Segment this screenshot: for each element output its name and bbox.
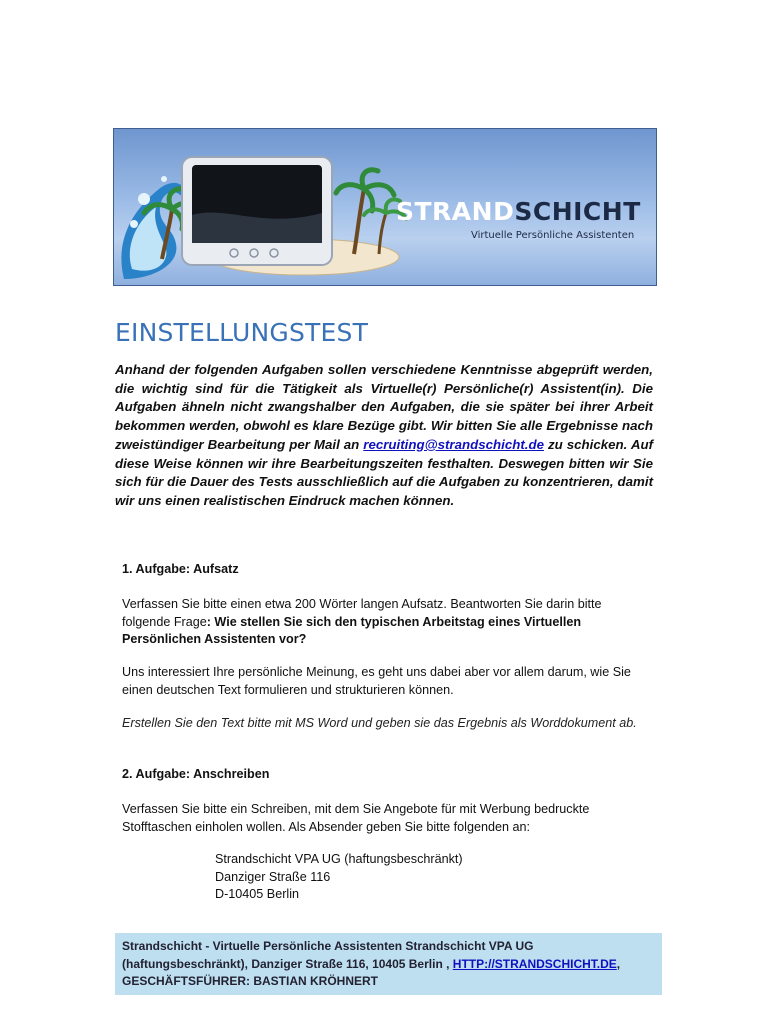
task1-heading: 1. Aufgabe: Aufsatz [122, 562, 239, 576]
address-line-3: D-10405 Berlin [215, 887, 300, 901]
task1-question-part2: Persönlichen Assistenten vor? [122, 632, 307, 646]
brand-logo [396, 197, 641, 226]
brand-part2: SCHICHT [514, 197, 641, 226]
task1-p1-line1: Verfassen Sie bitte einen etwa 200 Wörter langen Aufsatz. Beantworten Sie darin bitte [122, 597, 602, 611]
intro-text-2: zu schicken. Auf diese Weise können wir ihre Bearbeitungszeiten festhalten. Deswegen bitten wir Sie sich für die Dauer des Tests ausschließlich auf die Aufgaben zu konzentrieren, damit wir uns einen realistischen Eindruck machen können. [115, 436, 654, 508]
brand-tagline: Virtuelle Persönliche Assistenten [471, 230, 635, 241]
footer-box [115, 933, 662, 995]
website-link[interactable]: HTTP://STRANDSCHICHT.DE [452, 956, 617, 971]
task1-question-part1: : Wie stellen Sie sich den typischen Arbeitstag eines Virtuellen [206, 614, 582, 629]
task1-p1-plain: folgende Frage [122, 614, 207, 629]
address-line-2: Danziger Straße 116 [215, 869, 331, 884]
task1-paragraph-1 [122, 596, 662, 649]
footer-text: Strandschicht - Virtuelle Persönliche Assistenten Strandschicht VPA UG (haftungsbeschränkt), Danziger Straße 116, 10405 Berlin , [122, 939, 534, 971]
task1-paragraph-3: Erstellen Sie den Text bitte mit MS Word und geben sie das Ergebnis als Worddokument ab. [122, 716, 637, 730]
email-link[interactable]: recruiting@strandschicht.de [363, 436, 544, 452]
task1-p1-line2 [122, 614, 662, 632]
footer-comma: , [616, 956, 621, 971]
page-title: EINSTELLUNGSTEST [115, 318, 369, 347]
intro-paragraph [115, 361, 653, 511]
brand-part1: STRAND [396, 197, 515, 226]
task2-heading: 2. Aufgabe: Anschreiben [122, 767, 270, 781]
address-block [215, 851, 463, 904]
footer-ceo: GESCHÄFTSFÜHRER: BASTIAN KRÖHNERT [122, 974, 378, 988]
intro-text-1: Anhand der folgenden Aufgaben sollen verschiedene Kenntnisse abgeprüft werden, die wichtig sind für die Tätigkeit als Virtuelle(r) Persönliche(r) Assistent(in). Die Aufgaben ähneln nicht zwangshalber den Aufgaben, die sie später bei ihrer Arbeit bekommen werden, obwohl es klare Bezüge gibt. Wir bitten Sie alle Ergebnisse nach zweistündiger Bearbeitung per Mail an [115, 362, 653, 452]
header-banner [113, 128, 657, 286]
task1-paragraph-2: Uns interessiert Ihre persönliche Meinung, es geht uns dabei aber vor allem darum, wie Sie einen deutschen Text formulieren und strukturieren können. [122, 665, 631, 697]
task2-paragraph-1: Verfassen Sie bitte ein Schreiben, mit dem Sie Angebote für mit Werbung bedruckte Stofftaschen einholen wollen. Als Absender geben Sie bitte folgenden an: [122, 802, 590, 834]
address-line-1: Strandschicht VPA UG (haftungsbeschränkt) [215, 852, 463, 866]
